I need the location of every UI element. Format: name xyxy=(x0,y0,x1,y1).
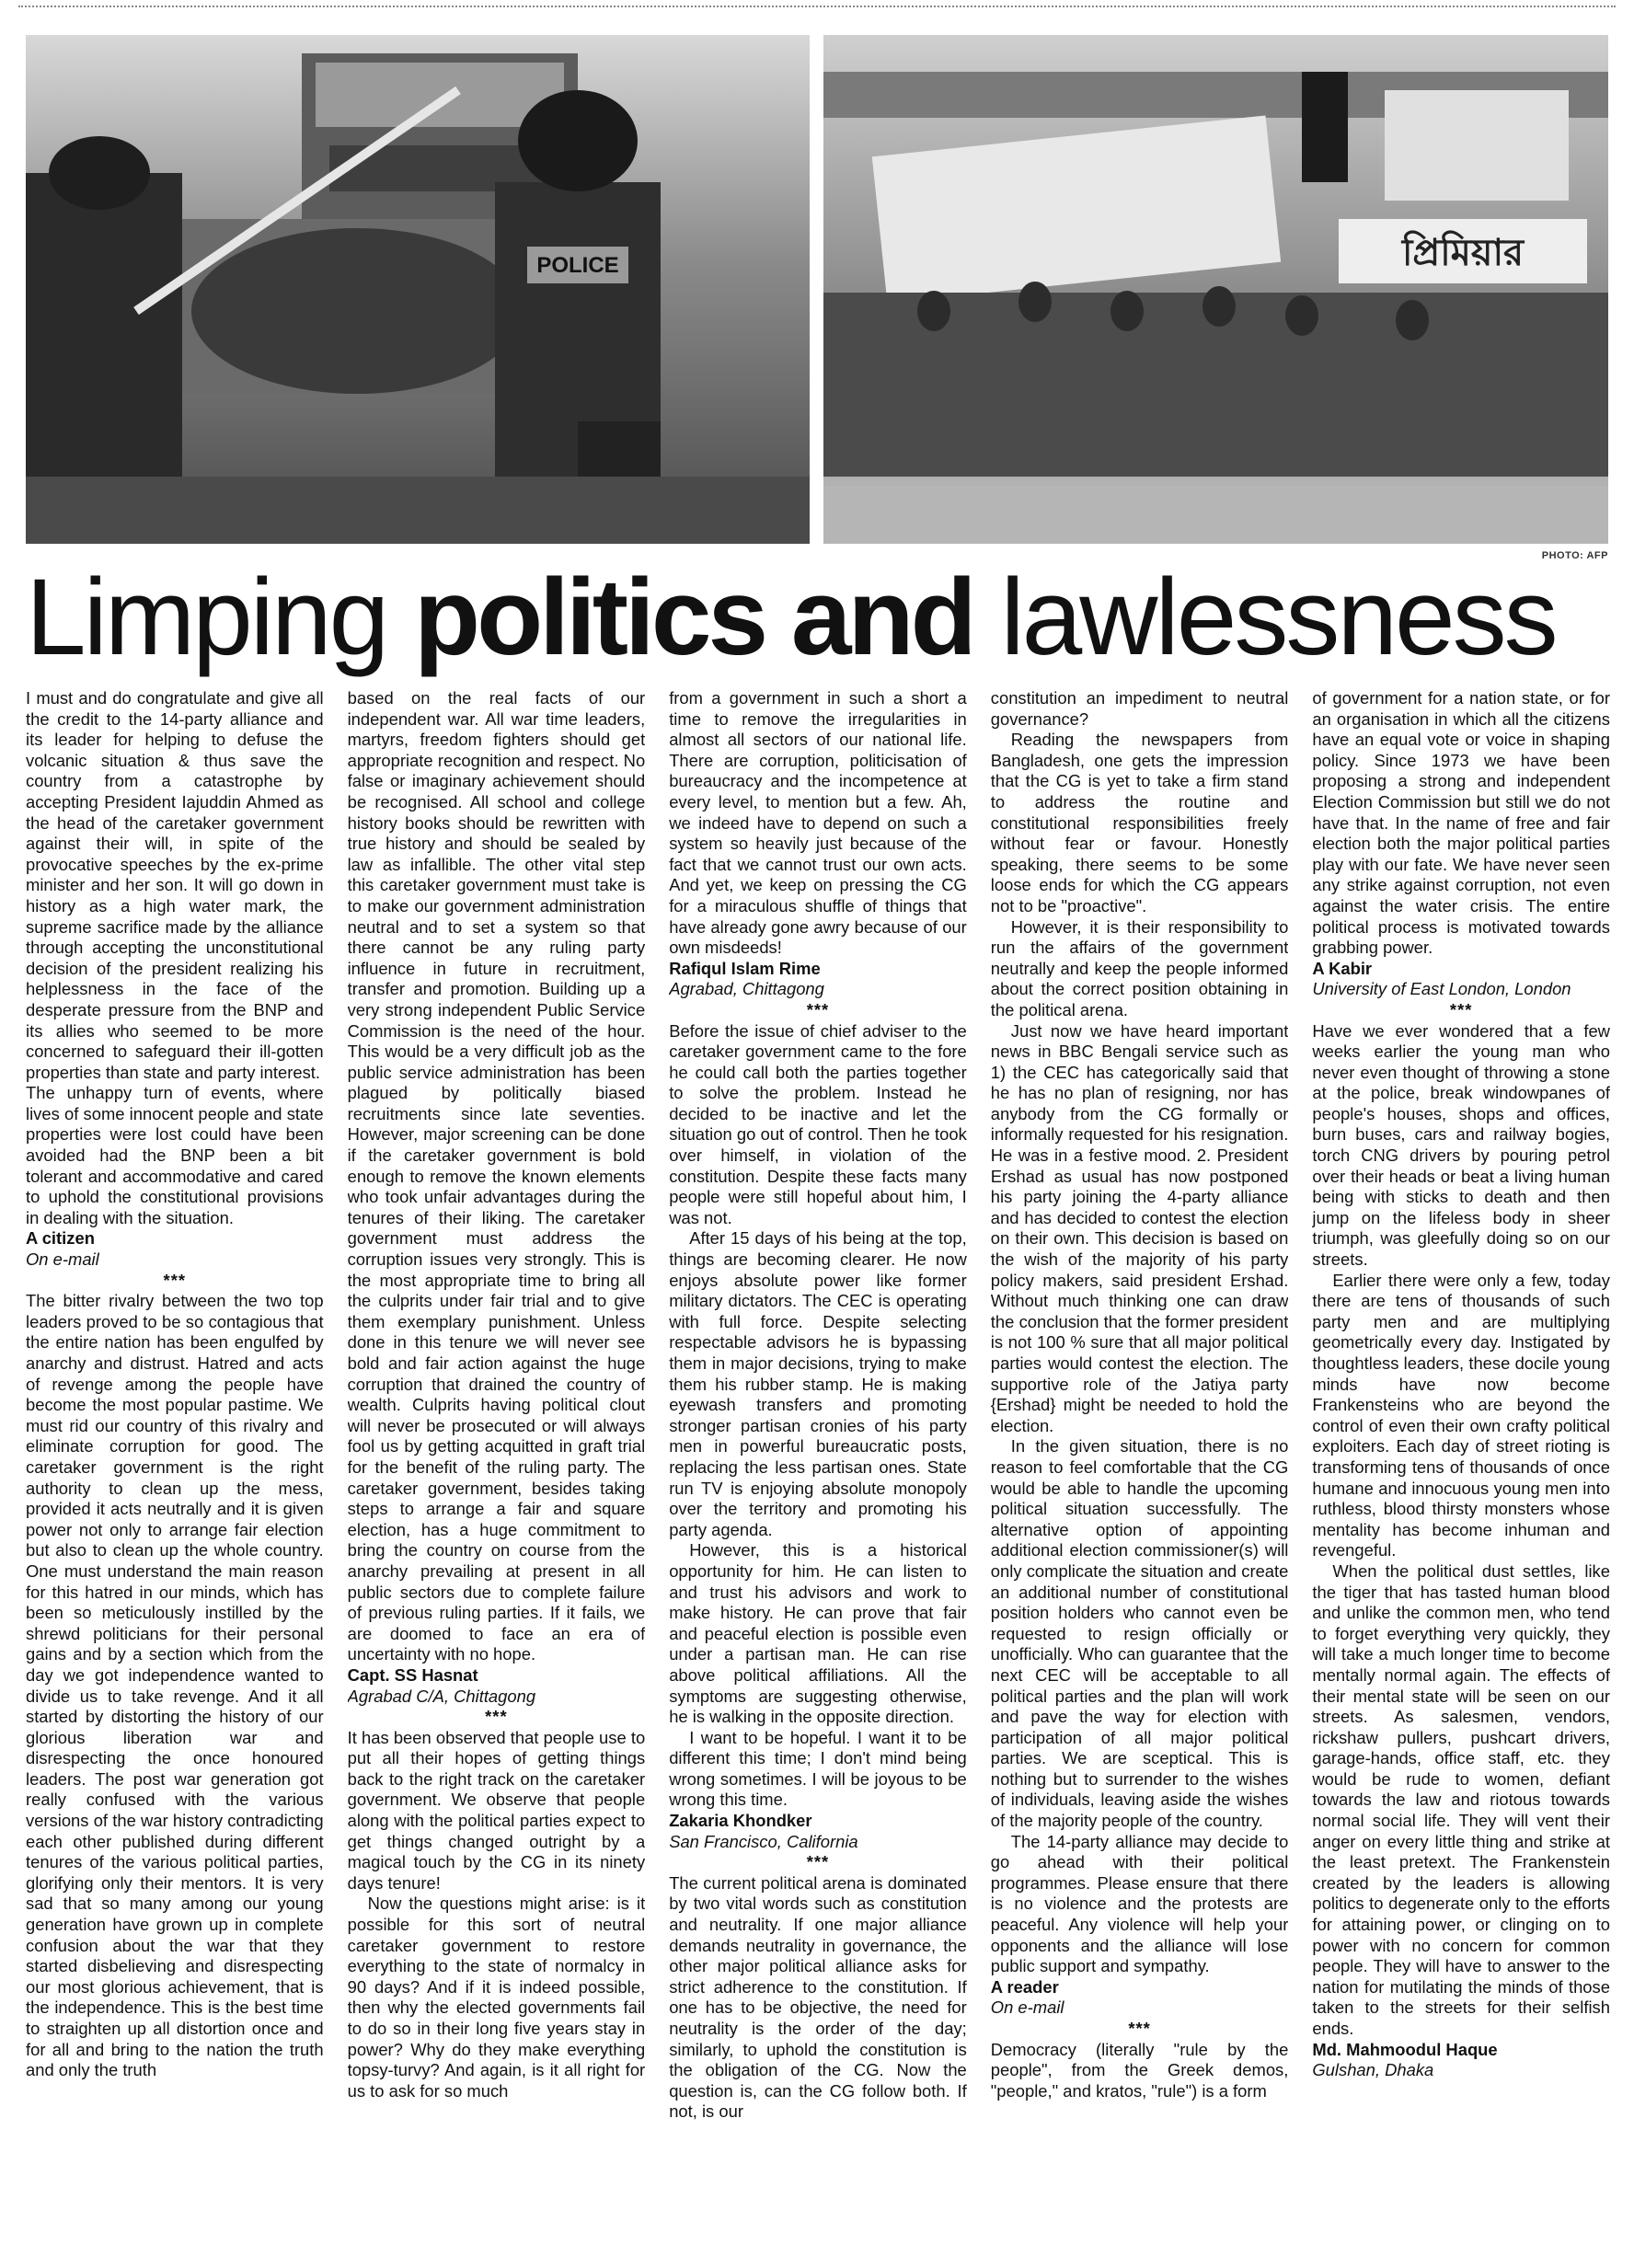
letter-separator: *** xyxy=(806,999,830,1019)
letter-location: University of East London, London xyxy=(1312,979,1571,999)
letter-paragraph: In the given situation, there is no reason to feel comfortable that the CG would be able to handle the upcoming political situation successfully. The alternative option of appointing additional election commissioner(s) will only complicate the situation and create an additional number of constitutional position holders who cannot even be requested to resign officially or unofficially. Who can guarantee that the next CEC will be acceptable to all political parties and the plan will work and pave the way for election with participation of all major political parties. We are sceptical. This is nothing but to surrender to the wishes of individuals, leaving aside the wishes of the majority people of the country. xyxy=(990,1436,1289,1831)
letter-signature: A citizen xyxy=(26,1228,95,1249)
letter-signature: A reader xyxy=(990,1976,1059,1997)
letter-paragraph: After 15 days of his being at the top, things are becoming clearer. He now enjoys absolute power like former military dictators. The CEC is operating with full force. Despite selecting respectable advisors he is bypassing them in major decisions, trying to make them his rubber stamp. He is making eyewash transfers and promoting stronger partisan cronies of his party men in powerful bureaucratic posts, replacing the less partisan ones. State run TV is enjoying absolute monopoly over the territory and promoting his party agenda. xyxy=(669,1228,967,1539)
headline-part3: lawlessness xyxy=(972,557,1556,678)
headline-part1: Limping xyxy=(26,557,415,678)
column-3 xyxy=(669,688,967,2252)
letter-location: San Francisco, California xyxy=(669,1831,858,1851)
photo-police-baton-charge xyxy=(26,35,810,544)
letter-separator: *** xyxy=(1128,2019,1151,2038)
letter-paragraph: of government for a nation state, or for an organisation in which all the citizens have an equal vote or voice in shaping policy. Since 1973 we have been proposing a strong and independent Election Commission but still we do not have that. In the name of free and fair election both the major political parties play with our fate. We have never seen any strike against corruption, not even against the water crisis. The entire political process is motivated towards grabbing power. xyxy=(1312,688,1610,958)
letter-signature: Md. Mahmoodul Haque xyxy=(1312,2039,1498,2059)
letter-paragraph: Reading the newspapers from Bangladesh, one gets the impression that the CG is yet to take a firm stand to address the routine and constitutional responsibilities freely without fear or favour. Honestly speaking, there seems to be some loose ends for which the CG appears not to be "proactive". xyxy=(990,730,1289,915)
headline-part2: politics and xyxy=(414,557,973,678)
letter-paragraph: The bitter rivalry between the two top leaders proved to be so contagious that the entire nation has been engulfed by anarchy and distrust. Hatred and acts of revenge among the people have become the most popular pastime. We must rid our country of this rivalry and eliminate corruption for good. The caretaker government is the right authority to clean up the mess, provided it acts neutrally and it is given power not only to arrange fair election but also to clean up the whole country. One must understand the main reason for this hatred in our minds, which has been so meticulously instilled by the shrewd politicians for their personal gains and by a section which from the day we got independence wanted to divide us to take revenge. And it all started by distorting the history of our glorious liberation war and disrespecting the once honoured leaders. The post war generation got really confused with the various versions of the war history contradicting each other published during different tenures of the various political parties, glorifying only their mentors. It is very sad that so many among our young generation have grown up in complete confusion about the war that they started disbelieving and disrespecting our most glorious achievement, that is the independence. This is the best time to straighten up all distortion once and for all and bring to the nation the truth and only the truth xyxy=(26,1291,324,2080)
letter-location: On e-mail xyxy=(26,1249,99,1270)
letter-signature: Zakaria Khondker xyxy=(669,1811,812,1831)
letter-paragraph: Just now we have heard important news in BBC Bengali service such as 1) the CEC has categorically said that he has no plan of resigning, nor has anybody from the CG formally or informally requested for his resignation. He was in a festive mood. 2. President Ershad as usual has now postponed his party joining the 4-party alliance and has decided to contest the election on their own. This decision is based on the wish of the majority of his party policy makers, said president Ershad. Without much thinking one can draw the conclusion that the former president is not 100 % sure that all major political parties would contest the election. The supportive role of the Jatiya party {Ershad} might be needed to hold the election. xyxy=(990,1020,1289,1435)
letter-paragraph: However, this is a historical opportunity for him. He can listen to and trust his advisors and work to make history. He can prove that fair and peaceful election is possible even under a partisan man. He can rise above political affiliations. All the symptoms are suggesting otherwise, he is walking in the opposite direction. xyxy=(669,1540,967,1727)
column-1 xyxy=(26,688,324,2252)
column-2 xyxy=(348,688,646,2252)
letter-separator: *** xyxy=(806,1852,830,1872)
letter-signature: Capt. SS Hasnat xyxy=(347,1664,478,1685)
letter-paragraph: Have we ever wondered that a few weeks earlier the young man who never even thought of throwing a stone at the police, break windowpanes of people's houses, shops and offices, burn buses, cars and railway bogies, torch CNG drivers by pouring petrol over their heads or beat a living human being with sticks to death and then jump on the lifeless body in sheer triumph, was gleefully doing so on our streets. xyxy=(1312,1020,1610,1270)
letters-columns xyxy=(26,688,1610,2252)
letter-location: Agrabad, Chittagong xyxy=(669,979,824,999)
letter-paragraph: The current political arena is dominated by two vital words such as constitution and neutrality. If one major alliance demands neutrality in governance, the other major political alliance asks for strict adherence to the constitution. If one has to be objective, the need for neutrality is the order of the day; similarly, to uphold the constitution is the obligation of the CG. Now the question is, can the CG follow both. If not, is our xyxy=(669,1872,967,2122)
letter-paragraph: Democracy (literally "rule by the people", from the Greek demos, "people," and kratos, "rule") is a form xyxy=(990,2039,1289,2101)
letter-paragraph: based on the real facts of our independent war. All war time leaders, martyrs, freedom fighters should get appropriate recognition and respect. No false or imaginary achievement should be recognised. All school and college history books should be rewritten with true history and should be sealed by law as infallible. The other vital step this caretaker government must take is to make our government administration neutral and to set a system so that there cannot be any ruling party influence in future in recruitment, transfer and promotion. Building up a very strong independent Public Service Commission is the need of the hour. This would be a very difficult job as the public service administration has been plagued by politically biased recruitments since late seventies. However, major screening can be done if the caretaker government is bold enough to remove the known elements who took unfair advantages during the tenures of their liking. The caretaker government must address the corruption issues very strongly. This is the most appropriate time to bring all the culprits under fair trial and to give them exemplary punishment. Unless done in this tenure we will never see bold and fair action against the huge corruption that drained the country of wealth. Culprits having political clout will never be prosecuted or will always fool us by getting acquitted in graft trial for the benefit of the ruling party. The caretaker government, besides taking steps to arrange a fair and square election, has a huge commitment to bring the country on course from the anarchy prevailing at present in all public sectors due to complete failure of previous ruling parties. If it fails, we are doomed to face an era of uncertainty with no hope. xyxy=(347,688,646,1664)
letter-paragraph: The 14-party alliance may decide to go ahead with their political programmes. Please ensure that there is no violence and the protests are peaceful. Any violence will help your opponents and the alliance will lose public support and sympathy. xyxy=(990,1831,1289,1976)
letter-paragraph: I must and do congratulate and give all the credit to the 14-party alliance and its leader for helping to defuse the volcanic situation & thus save the country from a catastrophe by accepting President Iajuddin Ahmed as the head of the caretaker government against their will, in spite of the provocative speeches by the ex-prime minister and her son. It will go down in history as a high water mark, the supreme sacrifice made by the alliance through accepting the unconstitutional decision of the president realizing his helplessness in the face of the desperate pressure from the BNP and its allies who seemed to be more concerned to safeguard their ill-gotten properties than state and party interest. xyxy=(26,688,324,1082)
letter-paragraph: The unhappy turn of events, where lives of some innocent people and state properties were lost could have been avoided had the BNP been a bit tolerant and accommodative and cared to uphold the constitutional provisions in dealing with the situation. xyxy=(26,1083,324,1227)
letter-paragraph: However, it is their responsibility to run the affairs of the government neutrally and keep the people informed about the correct position obtaining in the political arena. xyxy=(990,916,1289,1019)
letter-signature: A Kabir xyxy=(1312,958,1373,978)
police-vest-text: POLICE xyxy=(536,253,619,278)
letter-location: Agrabad C/A, Chittagong xyxy=(347,1686,536,1706)
letter-separator: *** xyxy=(485,1707,508,1727)
letter-paragraph: When the political dust settles, like the tiger that has tasted human blood and unlike the common men, who tend to forget everything very quickly, they will take a much longer time to become mentally normal again. The effects of their mental state will be seen on our streets. As salesmen, vendors, rickshaw pullers, pushcart drivers, garage-hands, office staff, etc. they would be rude to women, defiant towards the law and riotous towards normal social life. They will vent their anger on every little thing and strike at the least pretext. The Frankenstein created by the leaders is allowing politics to degenerate only to the efforts for attaining power, or clinging on to power with no concern for common people. They will have to answer to the nation for mutilating the minds of those taken to the streets for their selfish ends. xyxy=(1312,1560,1610,2038)
letter-paragraph: Earlier there were only a few, today there are tens of thousands of such party men and are multiplying geometrically every day. Instigated by thoughtless leaders, these docile young minds have now become Frankensteins who are beyond the control of even their own crafty political exploiters. Each day of street rioting is transforming tens of thousands of once humane and innocuous young men into ruthless, blood thirsty monsters whose mentality has become inhuman and revengeful. xyxy=(1312,1270,1610,1560)
column-4 xyxy=(991,688,1289,2252)
photo-street-protest xyxy=(823,35,1608,544)
column-5 xyxy=(1312,688,1610,2252)
letter-location: Gulshan, Dhaka xyxy=(1312,2060,1434,2080)
top-dotted-rule xyxy=(18,6,1616,7)
letter-location: On e-mail xyxy=(990,1997,1064,2018)
letter-paragraph: I want to be hopeful. I want it to be different this time; I don't mind being wrong sometimes. I will be joyous to be wrong this time. xyxy=(669,1727,967,1810)
letter-separator: *** xyxy=(163,1270,187,1290)
letter-paragraph: Before the issue of chief adviser to the caretaker government came to the fore he could call both the parties together to solve the problem. Instead he decided to be inactive and let the situation go out of control. Then he took over himself, in violation of the constitution. Despite these facts many people were still hopeful about him, I was not. xyxy=(669,1020,967,1227)
article-headline xyxy=(26,558,1608,677)
premier-banner-text: প্রিমিয়ার xyxy=(1401,232,1525,274)
letter-paragraph: constitution an impediment to neutral governance? xyxy=(990,688,1289,729)
photo-credit: PHOTO: AFP xyxy=(1541,550,1608,561)
letter-signature: Rafiqul Islam Rime xyxy=(669,958,821,978)
letter-paragraph: Now the questions might arise: is it possible for this sort of neutral caretaker government to restore everything to the state of normalcy in 90 days? And if it is indeed possible, then why the elected governments fail to do so in their long five years stay in power? Why do they make everything topsy-turvy? And again, is it all right for us to ask for so much xyxy=(347,1894,646,2101)
letter-paragraph: It has been observed that people use to put all their hopes of getting things back to the right track on the caretaker government. We observe that people along with the political parties expect to get things changed outright by a magical touch by the CG in its ninety days tenure! xyxy=(347,1727,646,1893)
letter-separator: *** xyxy=(1449,999,1473,1019)
letter-paragraph: from a government in such a short a time to remove the irregularities in almost all sectors of our national life. There are corruption, politicisation of bureaucracy and the incompetence at every level, to mention but a few. Ah, we indeed have to depend on such a system so heavily just because of the fact that we cannot trust our own acts. And yet, we keep on pressing the CG for a miraculous shuffle of things that have already gone awry because of our own misdeeds! xyxy=(669,688,967,958)
